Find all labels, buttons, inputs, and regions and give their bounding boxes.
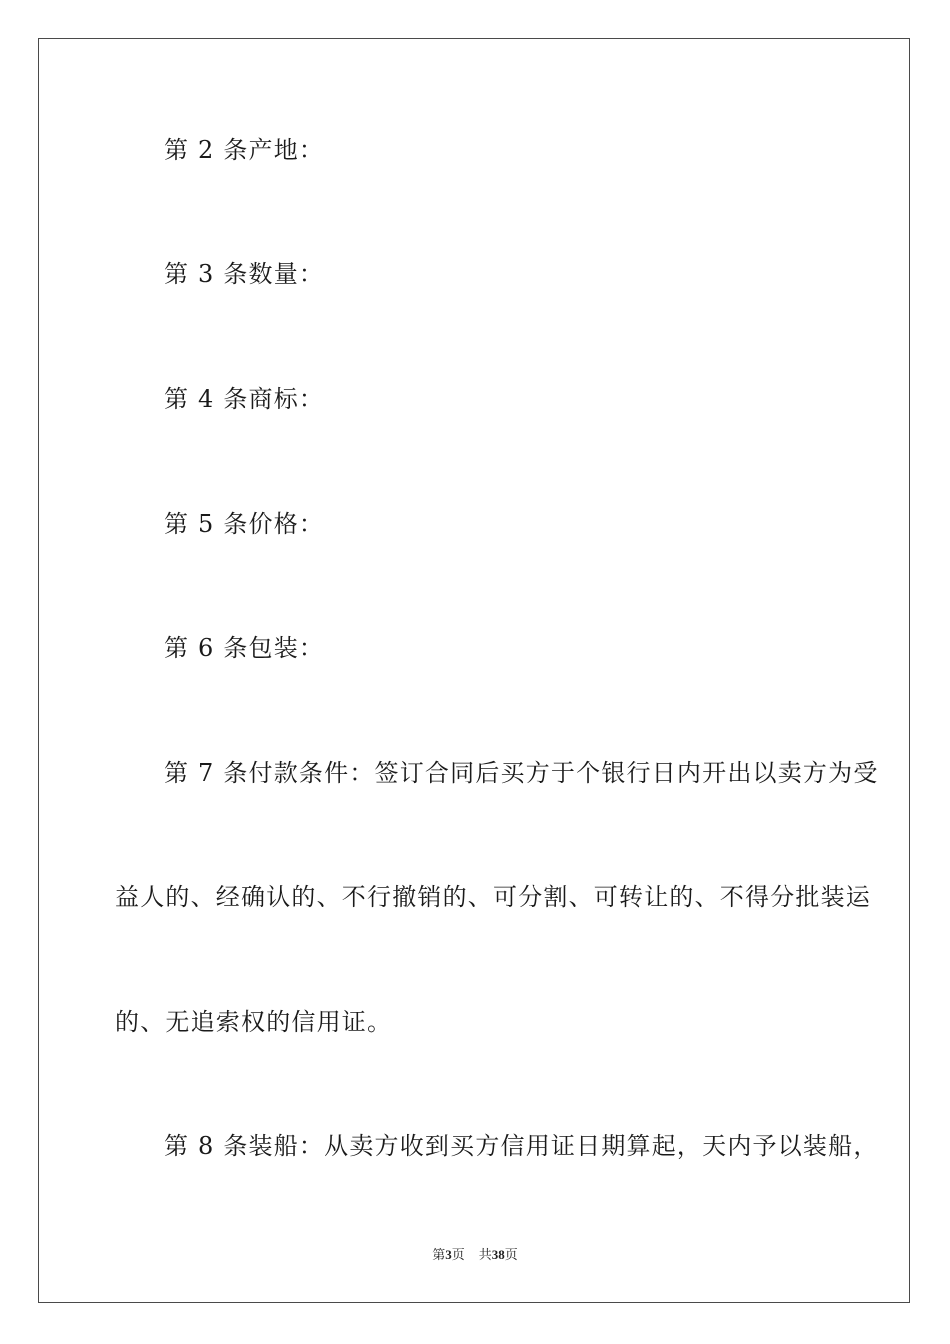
page-border: [38, 38, 910, 1303]
clause-5-price: 第 5 条价格：: [164, 510, 325, 538]
clause-8-shipment: 第 8 条装船：从卖方收到买方信用证日期算起，天内予以装船，: [164, 1132, 879, 1160]
footer-page-prefix: 第: [432, 1247, 446, 1262]
clause-3-quantity: 第 3 条数量：: [164, 260, 325, 288]
footer-page-suffix: 页: [451, 1247, 465, 1262]
clause-7-payment-line-2: 益人的、经确认的、不行撤销的、可分割、可转让的、不得分批装运: [115, 883, 871, 911]
footer-total-suffix: 页: [504, 1247, 518, 1262]
footer-page-current: 3: [445, 1247, 452, 1262]
clause-6-packing: 第 6 条包装：: [164, 634, 325, 662]
clause-7-payment-line-1: 第 7 条付款条件：签订合同后买方于个银行日内开出以卖方为受: [164, 759, 879, 787]
footer-page-total: 38: [491, 1247, 505, 1262]
clause-2-origin: 第 2 条产地：: [164, 136, 325, 164]
clause-7-payment-line-3: 的、无追索权的信用证。: [115, 1008, 393, 1036]
footer-total-prefix: 共: [478, 1247, 492, 1262]
clause-4-trademark: 第 4 条商标：: [164, 385, 325, 413]
page-footer: [0, 1247, 950, 1263]
